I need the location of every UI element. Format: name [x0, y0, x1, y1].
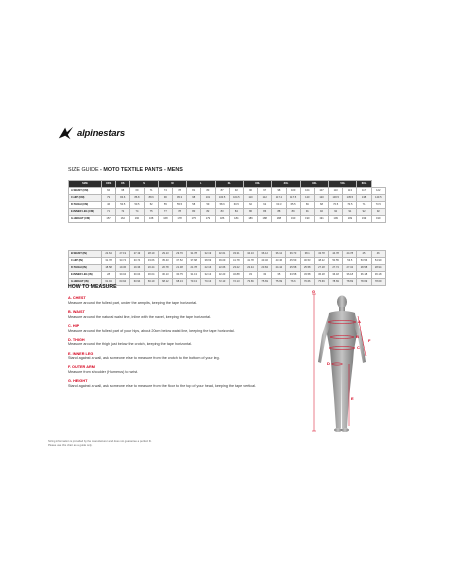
- table-cell: 36.18: [371, 272, 385, 279]
- table-cell: 90: [158, 195, 172, 202]
- measure-item: [68, 379, 318, 389]
- table-cell: 36.12: [272, 251, 286, 258]
- table-cell: 83: [215, 209, 229, 216]
- table-cell: 88: [272, 209, 286, 216]
- table-cell: 68: [314, 202, 328, 209]
- table-cell: 100: [286, 188, 300, 195]
- table-cell: 96: [243, 188, 257, 195]
- table-cell: 117.2: [272, 195, 286, 202]
- table-cell: 117: [357, 188, 371, 195]
- table-cell: 33.58: [286, 272, 300, 279]
- how-to-measure-heading: HOW TO MEASURE: [68, 284, 117, 290]
- measure-text: Stand against a wall, ask someone else to measure from the crotch to the bottom of your leg.: [68, 356, 220, 361]
- table-cell: 92: [229, 188, 243, 195]
- table-cell: 19.36: [116, 265, 130, 272]
- table-cell: 135.5: [343, 195, 357, 202]
- table-cell: 160: [130, 216, 144, 223]
- table-cell: 74: [158, 188, 172, 195]
- table-cell: 48.22: [314, 258, 328, 265]
- table-cell: 188: [258, 216, 272, 223]
- table-cell: 63.3: [272, 202, 286, 209]
- body-figure: [305, 290, 377, 438]
- table-cell: 72.13: [229, 279, 243, 286]
- table-cell: 35: [272, 272, 286, 279]
- table-cell: 39.09: [215, 258, 229, 265]
- table-cell: 31.78: [102, 258, 116, 265]
- table-cell: 50.5: [116, 202, 130, 209]
- size-column-header: 3XL: [272, 181, 300, 188]
- table-cell: 87: [215, 188, 229, 195]
- table-cell: 45: [357, 251, 371, 258]
- table-cell: 69: [130, 188, 144, 195]
- table-cell: 71: [102, 209, 116, 216]
- table-cell: 191: [314, 216, 328, 223]
- table-cell: 70.5: [343, 202, 357, 209]
- table-cell: 199: [357, 216, 371, 223]
- disclaimer-note: [48, 440, 152, 447]
- table-cell: 50.5: [130, 202, 144, 209]
- table-cell: 81: [187, 188, 201, 195]
- table-cell: 113: [343, 188, 357, 195]
- table-cell: 98: [187, 195, 201, 202]
- table-cell: 92: [314, 209, 328, 216]
- table-cell: 84: [229, 209, 243, 216]
- table-cell: 22.66: [215, 265, 229, 272]
- size-column-header: XS: [116, 181, 130, 188]
- table-cell: 74: [130, 209, 144, 216]
- table-cell: 199: [343, 216, 357, 223]
- table-cell: 36.12: [258, 251, 272, 258]
- table-cell: 75.69: [272, 279, 286, 286]
- table-cell: 20.78: [158, 265, 172, 272]
- size-column-header: XL: [215, 181, 243, 188]
- table-cell: 117.5: [286, 195, 300, 202]
- table-cell: 86: [258, 209, 272, 216]
- table-cell: 46: [102, 202, 116, 209]
- table-cell: 18.58: [102, 265, 116, 272]
- table-cell: 70.13: [201, 279, 215, 286]
- table-cell: 78: [172, 209, 186, 216]
- measure-item: [68, 324, 318, 334]
- measure-title: C. HIP: [68, 323, 80, 328]
- measure-text: Measure around the natural waist line, inline with the navel, keeping the tape horizontal.: [68, 314, 212, 319]
- figure-label-g: G: [312, 290, 316, 294]
- table-cell: 46: [371, 251, 385, 258]
- table-cell: 73.66: [243, 279, 257, 286]
- table-cell: 95.3: [172, 195, 186, 202]
- table-cell: 27.19: [116, 251, 130, 258]
- table-cell: 29.13: [158, 251, 172, 258]
- measure-item: [68, 365, 318, 375]
- table-cell: 112: [258, 195, 272, 202]
- table-cell: 43.78: [314, 251, 328, 258]
- table-cell: 89: [286, 209, 300, 216]
- table-cell: 78.69: [357, 279, 371, 286]
- table-cell: 32.61: [215, 251, 229, 258]
- table-cell: 36.18: [314, 272, 328, 279]
- table-cell: 29.76: [172, 251, 186, 258]
- table-cell: 140.5: [371, 195, 385, 202]
- table-cell: 138: [357, 195, 371, 202]
- table-cell: 58.6: [215, 202, 229, 209]
- table-cell: 78: [172, 188, 186, 195]
- table-row: [69, 265, 386, 272]
- table-cell: 190: [300, 216, 314, 223]
- measure-title: G. HEIGHT: [68, 379, 88, 384]
- table-cell: 63.94: [116, 279, 130, 286]
- size-column-header: XXL: [243, 181, 271, 188]
- table-cell: 69: [300, 202, 314, 209]
- table-row: [69, 258, 386, 265]
- table-cell: 30.75: [172, 272, 186, 279]
- table-cell: 21.78: [187, 265, 201, 272]
- brand-logo: [57, 124, 125, 142]
- table-cell: 62: [243, 202, 257, 209]
- table-cell: 190: [286, 216, 300, 223]
- table-cell: 53.56: [357, 258, 371, 265]
- row-label: D.THIGH (IN): [69, 265, 102, 272]
- table-cell: 36.18: [343, 272, 357, 279]
- table-cell: 33.66: [144, 258, 158, 265]
- table-cell: 33.58: [300, 272, 314, 279]
- table-cell: 70.13: [187, 279, 201, 286]
- page-title: [68, 167, 183, 173]
- measure-item: [68, 338, 318, 348]
- table-cell: 27.18: [314, 265, 328, 272]
- table-cell: 55: [158, 202, 172, 209]
- table-cell: 71: [144, 188, 158, 195]
- table-cell: 28.58: [357, 265, 371, 272]
- size-column-header: 4XL: [300, 181, 328, 188]
- measure-title: D. THIGH: [68, 337, 85, 342]
- note-line-2: Please use this chart as a guide only.: [48, 443, 93, 447]
- table-cell: 53.5: [343, 258, 357, 265]
- measure-text: Measure around the fullest part of your hips, about 20cm below waist line, keeping the tape horizontal.: [68, 328, 235, 333]
- table-cell: 98: [272, 188, 286, 195]
- table-cell: 32.23: [215, 272, 229, 279]
- size-column-header: 6XL: [357, 181, 371, 188]
- measure-text: Measure around the thigh just below the crotch, keeping the tape horizontal.: [68, 342, 193, 347]
- table-cell: 92: [357, 209, 371, 216]
- table-cell: 130.5: [329, 195, 343, 202]
- table-cell: 33: [258, 272, 272, 279]
- table-cell: 80: [187, 209, 201, 216]
- size-table-in: [68, 250, 386, 286]
- table-row: [69, 209, 386, 216]
- table-row: [69, 202, 386, 209]
- table-cell: 77: [158, 209, 172, 216]
- table-cell: 22.16: [201, 265, 215, 272]
- table-cell: 32.13: [201, 272, 215, 279]
- size-column-header: 5XL: [329, 181, 357, 188]
- table-cell: 120: [300, 195, 314, 202]
- table-cell: 75: [144, 209, 158, 216]
- table-cell: 28.19: [144, 251, 158, 258]
- table-cell: 78.69: [371, 279, 385, 286]
- table-cell: 41.78: [243, 258, 257, 265]
- table-cell: 31.78: [187, 251, 201, 258]
- row-label: A.WAIST (CM): [69, 188, 102, 195]
- table-cell: 44.78: [343, 251, 357, 258]
- table-cell: 76.66: [300, 279, 314, 286]
- table-header-row: [69, 181, 386, 188]
- table-cell: 66: [102, 188, 116, 195]
- table-cell: 41.78: [229, 258, 243, 265]
- table-cell: 32.88: [229, 272, 243, 279]
- table-cell: 33.74: [116, 258, 130, 265]
- figure-label-d: D: [327, 361, 330, 366]
- table-cell: 20.44: [144, 265, 158, 272]
- table-cell: 88.6: [144, 195, 158, 202]
- table-cell: 82: [201, 209, 215, 216]
- row-label: C.HIP (CM): [69, 195, 102, 202]
- table-cell: 27.19: [130, 251, 144, 258]
- size-table-cm: [68, 180, 386, 223]
- row-label: G.HEIGHT (CM): [69, 216, 102, 223]
- table-row: [69, 272, 386, 279]
- table-cell: 73.5: [371, 202, 385, 209]
- table-cell: 157: [102, 216, 116, 223]
- table-cell: 63.94: [130, 279, 144, 286]
- table-cell: 27.74: [329, 265, 343, 272]
- table-cell: 37.68: [187, 258, 201, 265]
- table-cell: 34.13: [243, 251, 257, 258]
- table-cell: 31.13: [187, 272, 201, 279]
- table-cell: 36.73: [286, 251, 300, 258]
- measure-item: [68, 310, 318, 320]
- table-cell: 186: [243, 216, 257, 223]
- size-column-header: L: [187, 181, 215, 188]
- title-suffix: - MOTO TEXTILE PANTS - MENS: [98, 167, 183, 173]
- table-cell: 23.22: [229, 265, 243, 272]
- table-cell: 68.12: [158, 279, 172, 286]
- row-label: B.WAIST (IN): [69, 251, 102, 258]
- table-cell: 104.5: [229, 195, 243, 202]
- table-cell: 71: [357, 202, 371, 209]
- table-cell: 175: [187, 216, 201, 223]
- size-column-header: SIZE: [69, 181, 102, 188]
- figure-label-e: E: [351, 396, 354, 401]
- size-column-header: S: [130, 181, 158, 188]
- table-cell: 22.64: [102, 251, 116, 258]
- figure-label-f: F: [368, 338, 371, 343]
- table-cell: 86.8: [130, 195, 144, 202]
- table-cell: 21.38: [172, 265, 186, 272]
- table-cell: 178: [172, 216, 186, 223]
- table-cell: 44.78: [329, 251, 343, 258]
- table-row: [69, 251, 386, 258]
- table-cell: 32.19: [201, 251, 215, 258]
- table-cell: 28: [102, 272, 116, 279]
- figure-label-c: C: [357, 345, 360, 350]
- table-cell: 76.6: [286, 279, 300, 286]
- title-prefix: SIZE GUIDE: [68, 167, 99, 173]
- table-cell: 23.44: [243, 265, 257, 272]
- table-cell: 68.13: [172, 279, 186, 286]
- logo-text: alpinestars: [77, 127, 125, 139]
- measure-text: Measure around the fullest part, under the armpits, keeping the tape horizontal.: [68, 300, 198, 305]
- table-cell: 78.69: [329, 279, 343, 286]
- table-cell: 101: [201, 195, 215, 202]
- measure-title: B. WAIST: [68, 309, 85, 314]
- table-cell: 188: [272, 216, 286, 223]
- table-cell: 43.46: [272, 258, 286, 265]
- human-silhouette: [318, 296, 366, 433]
- table-cell: 23.84: [258, 265, 272, 272]
- table-cell: 110: [243, 195, 257, 202]
- measure-text: Measure from shoulder (Humerus) to wrist.: [68, 370, 139, 375]
- table-cell: 72: [116, 209, 130, 216]
- measure-title: E. INNER LEG: [68, 351, 94, 356]
- measure-title: F. OUTER ARM: [68, 365, 95, 370]
- table-cell: 25.58: [300, 265, 314, 272]
- table-cell: 120: [314, 195, 328, 202]
- table-cell: 33.74: [130, 258, 144, 265]
- table-cell: 38.1: [300, 251, 314, 258]
- table-cell: 72.13: [215, 279, 229, 286]
- table-cell: 30.04: [130, 272, 144, 279]
- table-cell: 66.19: [144, 279, 158, 286]
- table-cell: 58: [187, 202, 201, 209]
- table-cell: 84.6: [116, 195, 130, 202]
- table-cell: 37.52: [172, 258, 186, 265]
- table-cell: 36.18: [357, 272, 371, 279]
- table-row: [69, 188, 386, 195]
- table-cell: 184: [229, 216, 243, 223]
- table-cell: 199: [329, 216, 343, 223]
- table-cell: 60.5: [229, 202, 243, 209]
- measure-instructions: [68, 296, 318, 393]
- figure-label-a: A: [358, 319, 361, 324]
- table-cell: 162: [116, 216, 130, 223]
- measure-item: [68, 352, 318, 362]
- table-cell: 62: [258, 202, 272, 209]
- table-cell: 50.55: [329, 258, 343, 265]
- table-cell: 100.5: [215, 195, 229, 202]
- row-label: E.INNER LEG (IN): [69, 272, 102, 279]
- table-cell: 75.69: [258, 279, 272, 286]
- table-cell: 19.36: [130, 265, 144, 272]
- table-cell: 61.94: [102, 279, 116, 286]
- table-cell: 68: [116, 188, 130, 195]
- table-cell: 199: [371, 216, 385, 223]
- note-line-1: Sizing information is provided by the manufacturer and does not guarantee a perfect fit.: [48, 440, 152, 443]
- table-cell: 75.69: [314, 279, 328, 286]
- table-cell: 43.46: [258, 258, 272, 265]
- row-label: D.THIGH (CM): [69, 202, 102, 209]
- table-cell: 59: [201, 202, 215, 209]
- table-row: [69, 216, 386, 223]
- table-cell: 30.13: [158, 272, 172, 279]
- table-cell: 28.94: [371, 265, 385, 272]
- table-cell: 91: [300, 209, 314, 216]
- table-cell: 97: [258, 188, 272, 195]
- table-cell: 91: [343, 209, 357, 216]
- table-cell: 107: [314, 188, 328, 195]
- table-cell: 78.69: [343, 279, 357, 286]
- table-cell: 179: [201, 216, 215, 223]
- size-column-header: XXS: [102, 181, 116, 188]
- measure-title: A. CHEST: [68, 296, 86, 300]
- figure-label-b: B: [356, 334, 359, 339]
- table-cell: 110: [329, 188, 343, 195]
- measure-text: Stand against a wall, ask someone else to measure from the floor to the top of your head, keeping the tape vertical.: [68, 384, 256, 389]
- table-cell: 33: [243, 272, 257, 279]
- table-cell: 186: [215, 216, 229, 223]
- table-cell: 46.53: [300, 258, 314, 265]
- table-cell: 30.04: [116, 272, 130, 279]
- table-cell: 104: [300, 188, 314, 195]
- size-column-header: M: [158, 181, 186, 188]
- table-cell: 52: [144, 202, 158, 209]
- table-cell: 122: [371, 188, 385, 195]
- table-cell: 92: [329, 209, 343, 216]
- table-cell: 25.58: [286, 265, 300, 272]
- row-label: E.INNER LEG (CM): [69, 209, 102, 216]
- table-cell: 168: [144, 216, 158, 223]
- row-label: G.HEIGHT (IN): [69, 279, 102, 286]
- table-cell: 33.31: [229, 251, 243, 258]
- table-cell: 24.44: [272, 265, 286, 272]
- row-label: C.HIP (IN): [69, 258, 102, 265]
- table-cell: 92: [371, 209, 385, 216]
- table-cell: 65.5: [286, 202, 300, 209]
- table-cell: 79: [102, 195, 116, 202]
- table-cell: 168: [158, 216, 172, 223]
- table-cell: 54.99: [371, 258, 385, 265]
- table-cell: 27.34: [343, 265, 357, 272]
- table-cell: 83: [201, 188, 215, 195]
- table-row: [69, 195, 386, 202]
- measure-item: [68, 296, 318, 306]
- table-cell: 30.04: [144, 272, 158, 279]
- table-cell: 86: [243, 209, 257, 216]
- table-cell: 70.5: [329, 202, 343, 209]
- table-cell: 36.18: [329, 272, 343, 279]
- table-cell: 35.43: [158, 258, 172, 265]
- star-logo-icon: [57, 125, 75, 141]
- table-cell: 45.59: [286, 258, 300, 265]
- table-cell: 38.69: [201, 258, 215, 265]
- table-cell: 55.5: [172, 202, 186, 209]
